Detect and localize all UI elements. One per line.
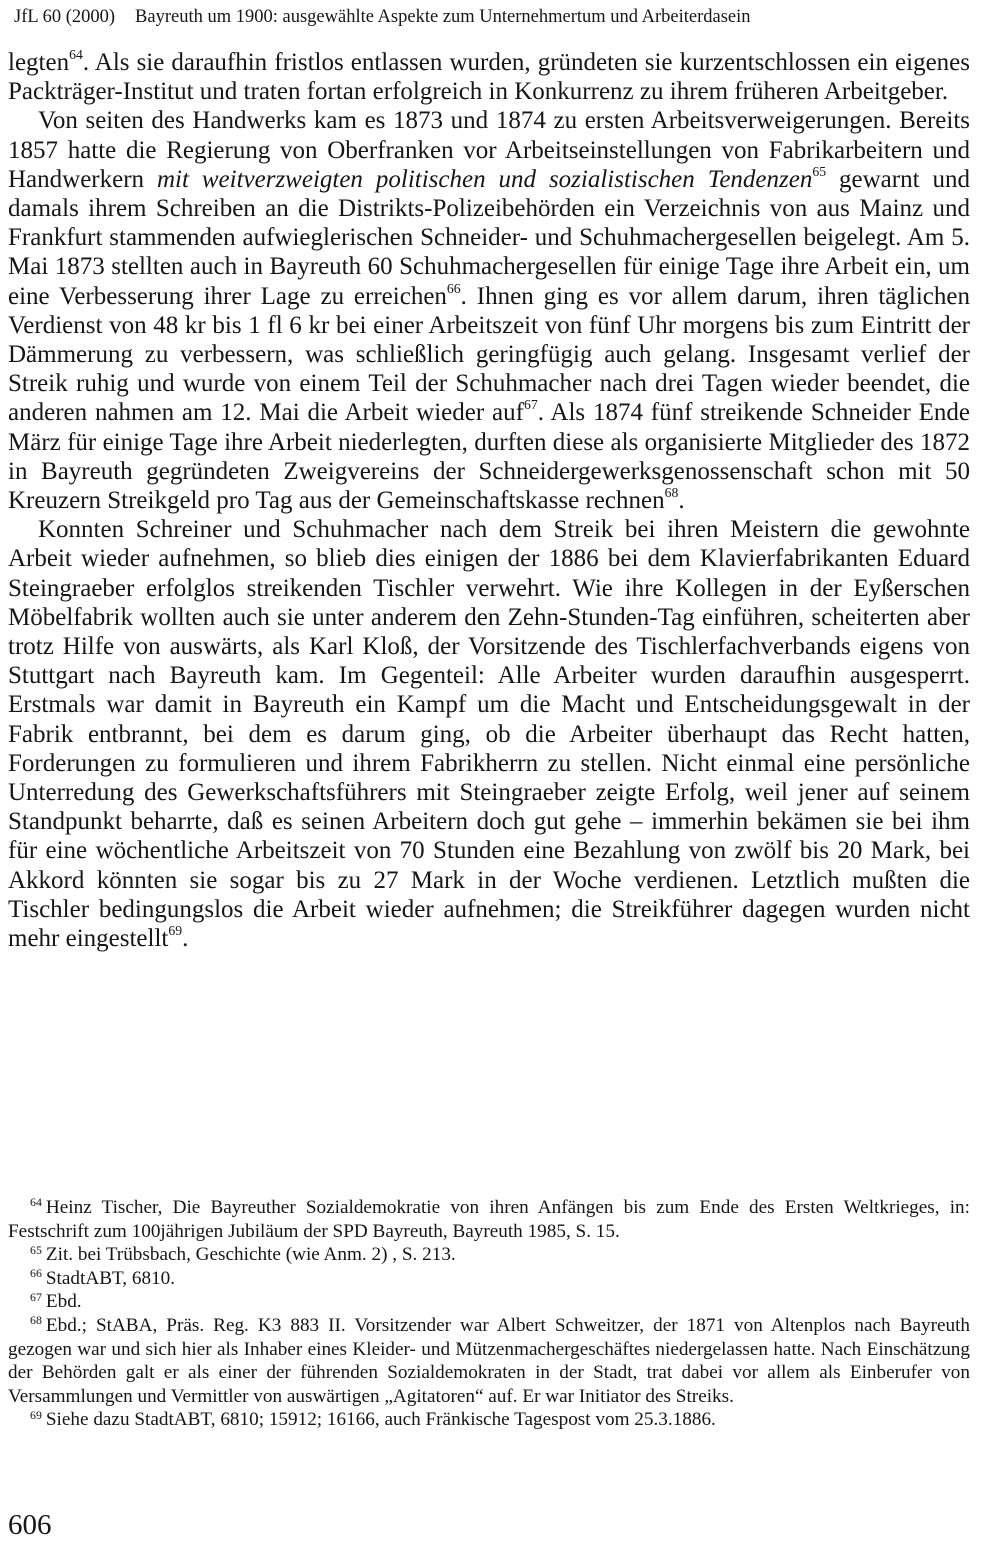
journal-reference: JfL 60 (2000) [14, 7, 116, 27]
text-run: . [182, 925, 189, 953]
footnote-68 [8, 1314, 970, 1408]
paragraph-3 [8, 515, 970, 953]
text-run: . Ihnen ging es vor allem darum, ihren täglichen Verdienst von 48 kr bis 1 fl 6 kr bei einer Arbeitszeit von fünf Uhr morgens bis zum Eintritt der Dämmerung zu verbessern, was schließlich geringfügig auch gelang. Insgesamt verlief der Streik ruhig und wurde von einem Teil der Schuhmacher nach drei Tagen wieder beendet, die anderen nahmen am 12. Mai die Arbeit wieder auf [8, 282, 970, 427]
footnote-67 [8, 1290, 970, 1314]
footnote-65 [8, 1243, 970, 1267]
footnote-69 [8, 1408, 970, 1432]
page-number: 606 [8, 1509, 52, 1541]
footnote-text: Ebd.; StABA, Präs. Reg. K3 883 II. Vorsitzender war Albert Schweitzer, der 1871 von Altenplos nach Bayreuth gezogen war und sich hier als Inhaber eines Kleider- und Mützenmachergeschäftes niedergelassen hatte. Nach Einschätzung der Behörden galt er als einer der führenden Sozialdemokraten in der Stadt, trat dabei vor allem als Einberufer von Versammlungen und Vermittler von auswärtigen „Agitatoren“ auf. Er war Initiator des Streiks. [8, 1314, 970, 1407]
footnote-text: Zit. bei Trübsbach, Geschichte (wie Anm. 2) , S. 213. [45, 1244, 456, 1266]
footnote-text: StadtABT, 6810. [45, 1267, 176, 1289]
text-run: legten [8, 49, 70, 76]
footnote-number: 64 [30, 1195, 42, 1210]
footnote-text: Siehe dazu StadtABT, 6810; 15912; 16166, auch Fränkische Tagespost vom 25.3.1886. [45, 1409, 716, 1431]
footnote-66 [8, 1267, 970, 1291]
footnote-ref-69: 69 [168, 923, 183, 939]
footnote-number: 65 [30, 1242, 42, 1257]
footnote-number: 69 [30, 1407, 42, 1422]
document-page [8, 0, 970, 1563]
footnote-number: 68 [30, 1313, 42, 1328]
paragraph-2 [8, 106, 970, 515]
footnote-ref-67: 67 [523, 397, 538, 413]
footnote-ref-66: 66 [446, 280, 461, 296]
text-run: . Als sie daraufhin fristlos entlassen wurden, gründeten sie kurzentschlossen ein eigenes Packträger-Institut und traten fortan erfolgreich in Konkurrenz zu ihrem früheren Arbeitgeber. [8, 49, 970, 106]
text-run: Konnten Schreiner und Schuhmacher nach dem Streik bei ihren Meistern die gewohnte Arbeit wieder aufnehmen, so blieb dies einigen der 1886 bei dem Klavierfabrikanten Eduard Steingraeber erfolglos streikenden Tischler verwehrt. Wie ihre Kollegen in der Eyßerschen Möbelfabrik wollten auch sie unter anderem den Zehn-Stunden-Tag einführen, scheiterten aber trotz Hilfe von auswärts, als Karl Kloß, der Vorsitzende des Tischlerfachverbands eigens von Stuttgart nach Bayreuth kam. Im Gegenteil: Alle Arbeiter wurden daraufhin ausgesperrt. Erstmals war damit in Bayreuth ein Kampf um die Macht und Entscheidungsgewalt in der Fabrik entbrannt, bei dem es darum ging, ob die Arbeiter überhaupt das Recht hatten, Forderungen zu formulieren und ihrem Fabrikherrn zu stellen. Nicht einmal eine persönliche Unterredung des Gewerkschaftsführers mit Steingraeber zeigte Erfolg, weil jener auf seinem Standpunkt beharrte, daß es seinen Arbeitern doch gut gehe – immerhin bekämen sie bei ihm für eine wöchentliche Arbeitszeit von 70 Stunden eine Bezahlung von zwölf bis 20 Mark, bei Akkord könnten sie sogar bis zu 27 Mark in der Woche verdienen. Letztlich mußten die Tischler bedingungslos die Arbeit wieder aufnehmen; die Streikführer dagegen wurden nicht mehr eingestellt [8, 516, 970, 953]
article-title: Bayreuth um 1900: ausgewählte Aspekte zum Unternehmertum und Arbeiterdasein [135, 7, 751, 27]
text-run: . Als 1874 fünf streikende Schneider Ende März für einige Tage ihre Arbeit niederlegten, durften diese als organisierte Mitglieder des 1872 in Bayreuth gegründeten Zweigvereins der Schneidergewerksgenossenschaft schon mit 50 Kreuzern Streikgeld pro Tag aus der Gemeinschaftskasse rechnen [8, 399, 970, 515]
text-run: gewarnt und damals ihrem Schreiben an die Distrikts-Polizeibehörden ein Verzeichnis von aus Mainz und Frankfurt stammenden aufwieglerischen Schneider- und Schuhmachergesellen beigelegt. Am 5. Mai 1873 stellten auch in Bayreuth 60 Schuhmachergesellen für einige Tage ihre Arbeit ein, um eine Verbesserung ihrer Lage zu erreichen [8, 165, 970, 310]
footnote-number: 66 [30, 1266, 42, 1281]
text-run: . [678, 487, 685, 515]
footnotes [8, 1196, 970, 1432]
footnote-ref-65: 65 [812, 163, 827, 179]
running-header [8, 6, 970, 28]
footnote-ref-68: 68 [664, 485, 679, 501]
footnote-ref-64: 64 [69, 47, 83, 62]
footnote-text: Heinz Tischer, Die Bayreuther Sozialdemokratie von ihren Anfängen bis zum Ende des Ersten Weltkrieges, in: Festschrift zum 100jährigen Jubiläum der SPD Bayreuth, Bayreuth 1985, S. 15. [8, 1197, 970, 1242]
body-text [8, 48, 970, 953]
italic-quote: mit weitverzweigten politischen und sozialistischen Tendenzen [156, 165, 813, 193]
footnote-64 [8, 1196, 970, 1243]
footnote-text: Ebd. [45, 1291, 82, 1313]
text-run: Von seiten des Handwerks kam es 1873 und 1874 zu ersten Arbeitsverweigerungen. Bereits 1857 hatte die Regierung von Oberfranken vor Arbeitseinstellungen von Fabrikarbeitern und Handwerkern [8, 107, 970, 193]
paragraph-1 [8, 48, 970, 106]
footnote-number: 67 [30, 1289, 42, 1304]
